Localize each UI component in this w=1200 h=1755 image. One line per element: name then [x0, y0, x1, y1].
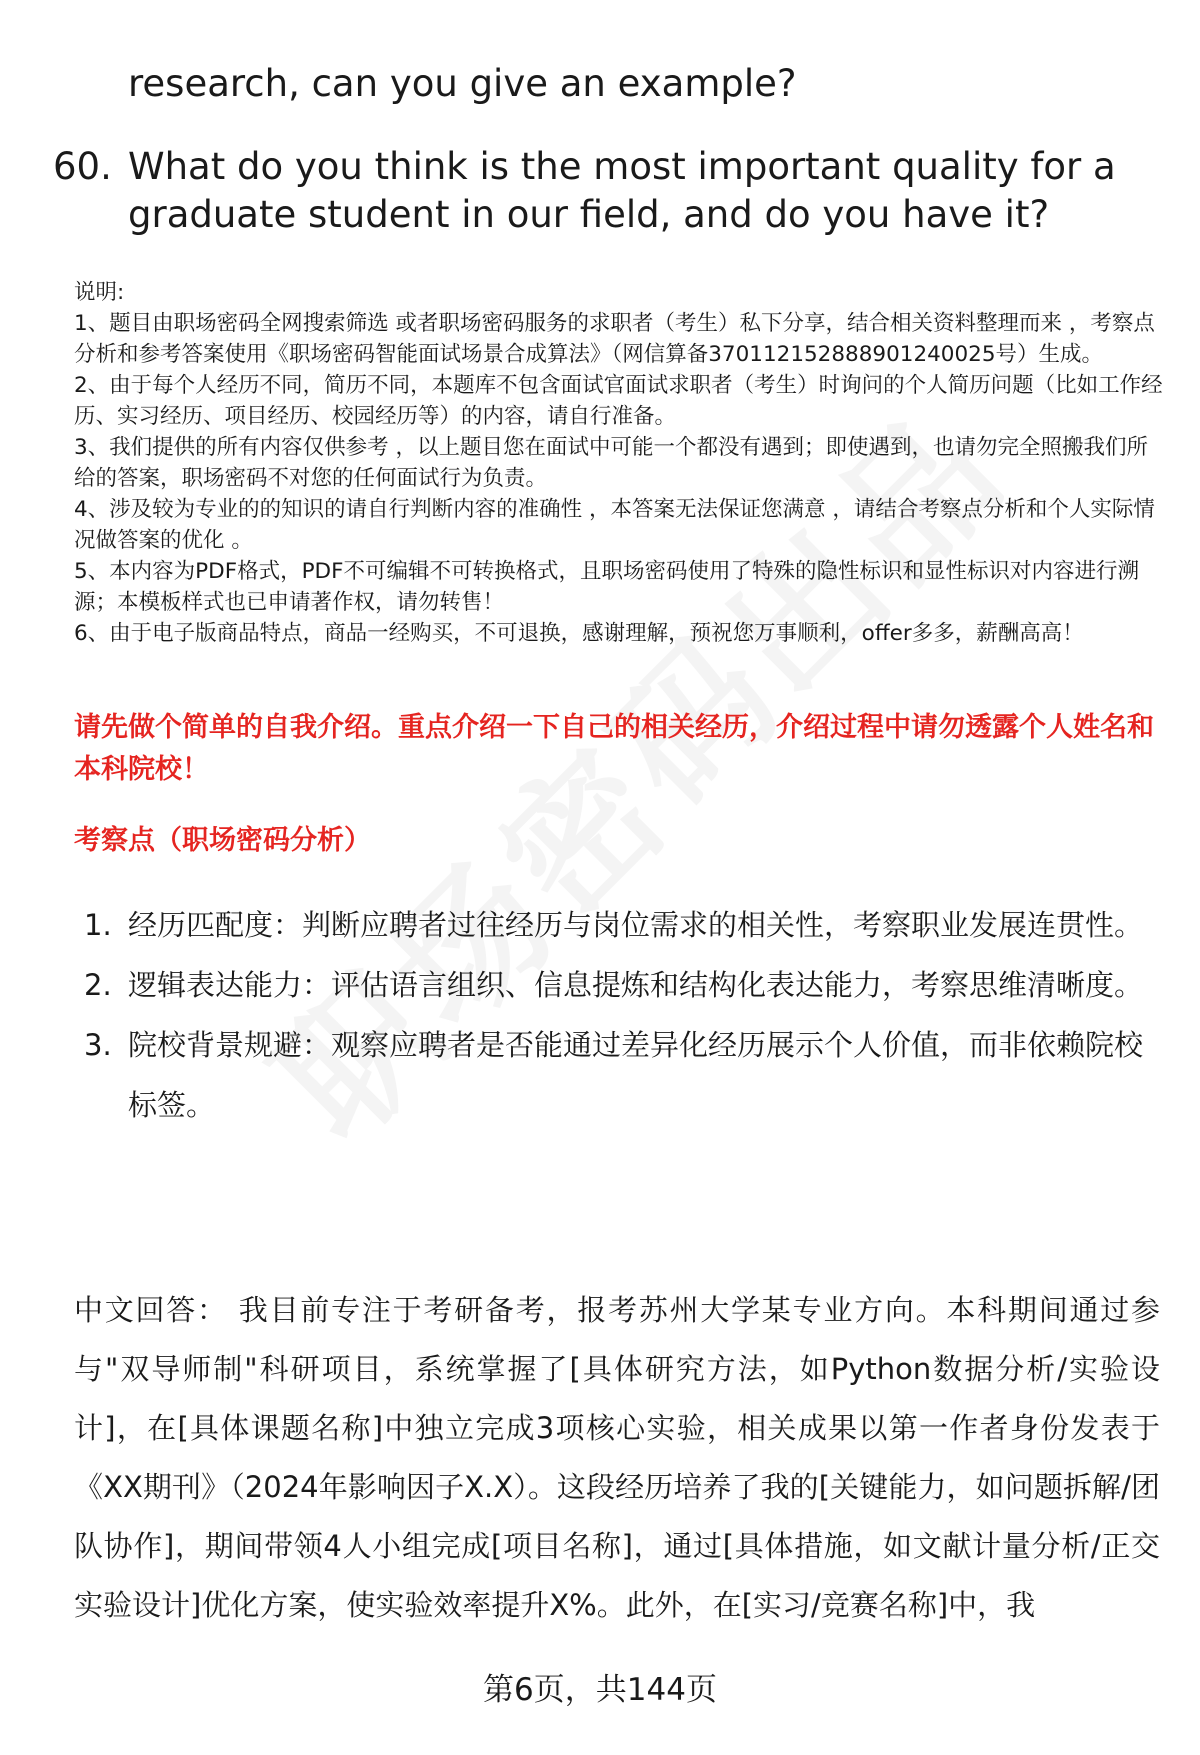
page-footer: 第6页，共144页	[483, 1672, 717, 1708]
interview-question: 请先做个简单的自我介绍。重点介绍一下自己的相关经历，介绍过程中请勿透露个人姓名和本科院校！	[74, 712, 1154, 785]
question-line-1: What do you think is the most important quality for a	[128, 145, 1116, 188]
analysis-heading: 考察点（职场密码分析）	[74, 825, 371, 856]
question-continuation: research, can you give an example?	[128, 62, 797, 105]
note-item: 4、涉及较为专业的的知识的请自行判断内容的准确性 ，本答案无法保证您满意 ，请结合考察点分析和个人实际情况做答案的优化 。	[74, 497, 1155, 553]
disclaimer-notes	[74, 277, 1164, 649]
point-text: 逻辑表达能力：评估语言组织、信息提炼和结构化表达能力，考察思维清晰度。	[128, 968, 1144, 1002]
note-item: 3、我们提供的所有内容仅供参考 ，以上题目您在面试中可能一个都没有遇到；即使遇到，也请勿完全照搬我们所给的答案，职场密码不对您的任何面试行为负责。	[74, 435, 1149, 491]
point-text: 院校背景规避：观察应聘者是否能通过差异化经历展示个人价值，而非依赖院校标签。	[128, 1028, 1144, 1122]
notes-heading: 说明:	[74, 280, 125, 305]
point-text: 经历匹配度：判断应聘者过往经历与岗位需求的相关性，考察职业发展连贯性。	[128, 908, 1144, 942]
point-number: 3.	[84, 1028, 112, 1062]
analysis-point	[74, 1015, 1164, 1135]
note-item: 1、题目由职场密码全网搜索筛选 或者职场密码服务的求职者（考生）私下分享，结合相关资料整理而来 ，考察点分析和参考答案使用《职场密码智能面试场景合成算法》（网信算备370112152888901240025号）生成。	[74, 311, 1155, 367]
point-number: 2.	[84, 968, 112, 1002]
analysis-point	[74, 895, 1164, 955]
analysis-point	[74, 955, 1164, 1015]
analysis-points	[74, 895, 1164, 1135]
note-item: 2、由于每个人经历不同，简历不同，本题库不包含面试官面试求职者（考生）时询问的个人简历问题（比如工作经历、实习经历、项目经历、校园经历等）的内容，请自行准备。	[74, 373, 1163, 429]
answer-text: 中文回答： 我目前专注于考研备考，报考苏州大学某专业方向。本科期间通过参与"双导师制"科研项目，系统掌握了[具体研究方法，如Python数据分析/实验设计]，在[具体课题名称]中独立完成3项核心实验，相关成果以第一作者身份发表于《XX期刊》（2024年影响因子X.X）。这段经历培养了我的[关键能力，如问题拆解/团队协作]，期间带领4人小组完成[项目名称]，通过[具体措施，如文献计量分析/正交实验设计]优化方案，使实验效率提升X%。此外，在[实习/竞赛名称]中，我	[74, 1293, 1160, 1622]
note-item: 5、本内容为PDF格式，PDF不可编辑不可转换格式，且职场密码使用了特殊的隐性标识和显性标识对内容进行溯源；本模板样式也已申请著作权，请勿转售！	[74, 559, 1139, 615]
question-number: 60.	[53, 145, 112, 188]
point-number: 1.	[84, 908, 112, 942]
note-item: 6、由于电子版商品特点，商品一经购买，不可退换，感谢理解，预祝您万事顺利，offer多多，薪酬高高！	[74, 621, 1084, 646]
question-line-2: graduate student in our field, and do you have it?	[128, 193, 1050, 236]
